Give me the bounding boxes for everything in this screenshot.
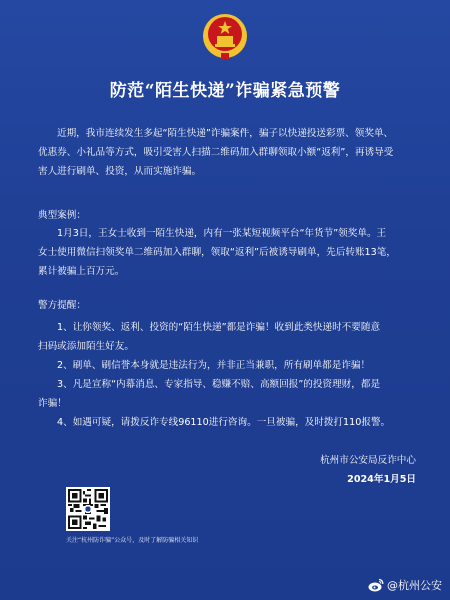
police-emblem-icon (201, 12, 249, 60)
case-line: 1月3日，王女士收到一陌生快递，内有一张某短视频平台“年货节”领奖单。王 (57, 228, 387, 239)
signature-date: 2024年1月5日 (347, 474, 416, 485)
intro-paragraph (38, 124, 414, 181)
intro-line: 害人进行刷单、投资，从而实施诈骗。 (38, 166, 202, 177)
case-line: 女士使用微信扫领奖单二维码加入群聊，领取“返利”后被诱导刷单，先后转账13笔， (38, 247, 396, 258)
page-title: 防范“陌生快递”诈骗紧急预警 (109, 81, 341, 101)
watermark-text: @杭州公安 (387, 579, 442, 592)
warning-paragraph (38, 318, 414, 432)
warning-line: 2、刷单、刷信誉本身就是违法行为，并非正当兼职，所有刷单都是诈骗！ (57, 360, 371, 371)
warning-line: 诈骗！ (38, 398, 67, 409)
warning-line: 4、如遇可疑，请拨反诈专线96110进行咨询。一旦被骗，及时拨打110报警。 (57, 417, 391, 428)
intro-line: 优惠券、小礼品等方式，吸引受害人扫描二维码加入群聊领取小额“返利”，再诱导受 (38, 147, 394, 158)
signature-org: 杭州市公安局反诈中心 (320, 455, 416, 466)
watermark (368, 576, 442, 594)
weibo-icon (368, 578, 384, 592)
warning-line: 3、凡是宣称“内幕消息、专家指导、稳赚不赔、高额回报”的投资理财，都是 (57, 379, 381, 390)
warning-line: 1、让你领奖、返利、投资的“陌生快递”都是诈骗！收到此类快递时不要随意 (57, 322, 381, 333)
intro-line: 近期，我市连续发生多起“陌生快递”诈骗案件，骗子以快递投送彩票、领奖单、 (57, 128, 394, 139)
case-heading: 典型案例： (38, 210, 86, 221)
warning-line: 扫码或添加陌生好友。 (38, 341, 134, 352)
case-line: 累计被骗上百万元。 (38, 266, 125, 277)
case-paragraph (38, 224, 414, 281)
qr-code-icon[interactable] (66, 487, 110, 531)
qr-caption: 关注“杭州防诈骗”公众号，及时了解防骗相关知识 (66, 537, 199, 544)
warning-heading: 警方提醒： (38, 300, 86, 311)
